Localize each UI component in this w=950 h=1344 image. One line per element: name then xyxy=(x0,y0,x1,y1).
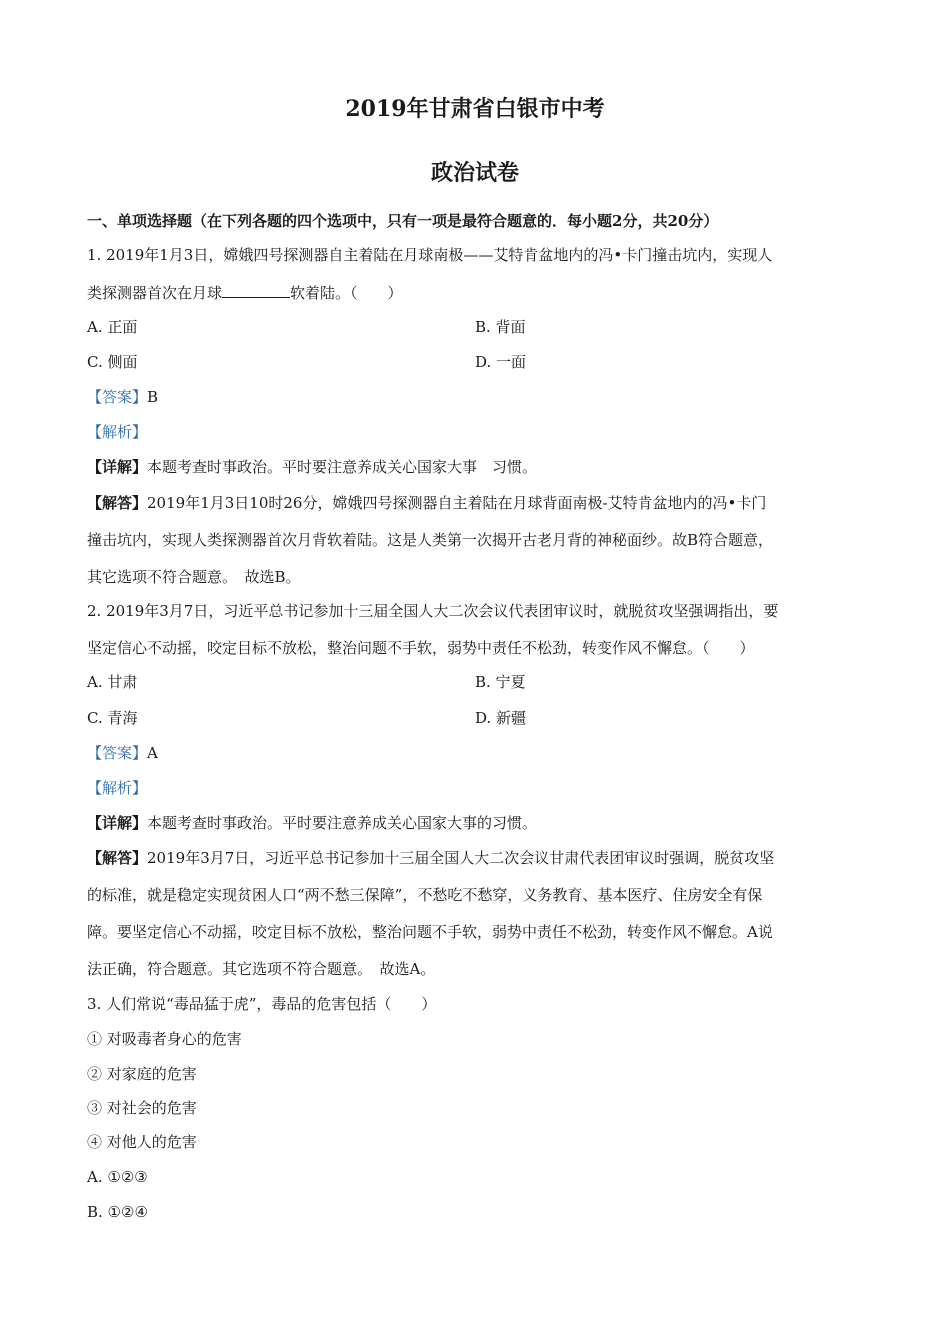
q1-option-d: D. 一面 xyxy=(475,353,527,371)
q1-blank xyxy=(222,283,290,298)
q2-options-row2 xyxy=(87,707,867,729)
detail-tag: 【详解】 xyxy=(87,458,148,476)
q2-detail xyxy=(87,812,867,834)
q2-option-c: C. 青海 xyxy=(87,709,138,727)
detail-tag: 【详解】 xyxy=(87,814,148,832)
q1-stem-post: 软着陆。（ ） xyxy=(290,284,403,302)
q2-answer xyxy=(87,742,867,764)
page-title: 2019年甘肃省白银市中考 xyxy=(345,96,605,122)
q1-stem-pre: 类探测器首次在月球 xyxy=(87,284,223,302)
answer-tag: 【答案】 xyxy=(87,744,148,762)
q1-explain-line3: 其它选项不符合题意。 故选B。 xyxy=(87,568,301,586)
q1-options-row1 xyxy=(87,316,867,338)
q3-item-1: ① 对吸毒者身心的危害 xyxy=(87,1030,242,1048)
q3-item-3: ③ 对社会的危害 xyxy=(87,1099,197,1117)
q1-detail-text: 本题考查时事政治。平时要注意养成关心国家大事 习惯。 xyxy=(147,458,538,476)
q1-analysis-tag: 【解析】 xyxy=(87,423,148,441)
q2-option-b: B. 宁夏 xyxy=(475,673,526,691)
page-subtitle: 政治试卷 xyxy=(430,160,519,186)
q2-explain-text1: 2019年3月7日，习近平总书记参加十三届全国人大二次会议甘肃代表团审议时强调，脱贫攻坚 xyxy=(147,849,775,867)
q3-item-4: ④ 对他人的危害 xyxy=(87,1133,197,1151)
q2-stem-line2: 坚定信心不动摇，咬定目标不放松，整治问题不手软，弱势中责任不松劲，转变作风不懈怠。（ ） xyxy=(87,639,755,657)
q1-stem-line1: 1. 2019年1月3日，嫦娥四号探测器自主着陆在月球南极——艾特肯盆地内的冯•卡门撞击坑内，实现人 xyxy=(87,246,773,264)
q1-options-row2 xyxy=(87,351,867,373)
q1-explain-line2: 撞击坑内，实现人类探测器首次月背软着陆。这是人类第一次揭开古老月背的神秘面纱。故B符合题意， xyxy=(87,531,774,549)
section-heading: 一、单项选择题（在下列各题的四个选项中，只有一项是最符合题意的．每小题2分，共20分） xyxy=(87,212,719,230)
q3-option-a: A. ①②③ xyxy=(87,1168,148,1186)
q2-explain-line3: 障。要坚定信心不动摇，咬定目标不放松，整治问题不手软，弱势中责任不松劲，转变作风不懈怠。A说 xyxy=(87,923,773,941)
q3-item-2: ② 对家庭的危害 xyxy=(87,1065,197,1083)
q2-answer-value: A xyxy=(147,744,158,762)
q3-option-b: B. ①②④ xyxy=(87,1203,148,1221)
q1-option-a: A. 正面 xyxy=(87,318,138,336)
q2-options-row1 xyxy=(87,671,867,693)
q2-detail-text: 本题考查时事政治。平时要注意养成关心国家大事的习惯。 xyxy=(147,814,538,832)
q1-option-c: C. 侧面 xyxy=(87,353,138,371)
q2-stem-line1: 2. 2019年3月7日，习近平总书记参加十三届全国人大二次会议代表团审议时，就脱贫攻坚强调指出，要 xyxy=(87,602,779,620)
q1-answer xyxy=(87,386,867,408)
q1-answer-value: B xyxy=(147,388,159,406)
q1-stem-line2 xyxy=(87,282,867,304)
q1-explain-line1 xyxy=(87,492,867,514)
q1-detail xyxy=(87,456,867,478)
explain-tag: 【解答】 xyxy=(87,494,148,512)
q1-explain-text1: 2019年1月3日10时26分，嫦娥四号探测器自主着陆在月球背面南极-艾特肯盆地内的冯•卡门 xyxy=(147,494,767,512)
q2-option-a: A. 甘肃 xyxy=(87,673,138,691)
q2-explain-line2: 的标准，就是稳定实现贫困人口“两不愁三保障”，不愁吃不愁穿，义务教育、基本医疗、住房安全有保 xyxy=(87,886,763,904)
q2-option-d: D. 新疆 xyxy=(475,709,527,727)
q2-analysis-tag: 【解析】 xyxy=(87,779,148,797)
q2-explain-line1 xyxy=(87,847,867,869)
q3-stem: 3. 人们常说“毒品猛于虎”，毒品的危害包括（ ） xyxy=(87,995,437,1013)
q2-explain-line4: 法正确，符合题意。其它选项不符合题意。 故选A。 xyxy=(87,960,436,978)
q1-option-b: B. 背面 xyxy=(475,318,526,336)
explain-tag: 【解答】 xyxy=(87,849,148,867)
answer-tag: 【答案】 xyxy=(87,388,148,406)
